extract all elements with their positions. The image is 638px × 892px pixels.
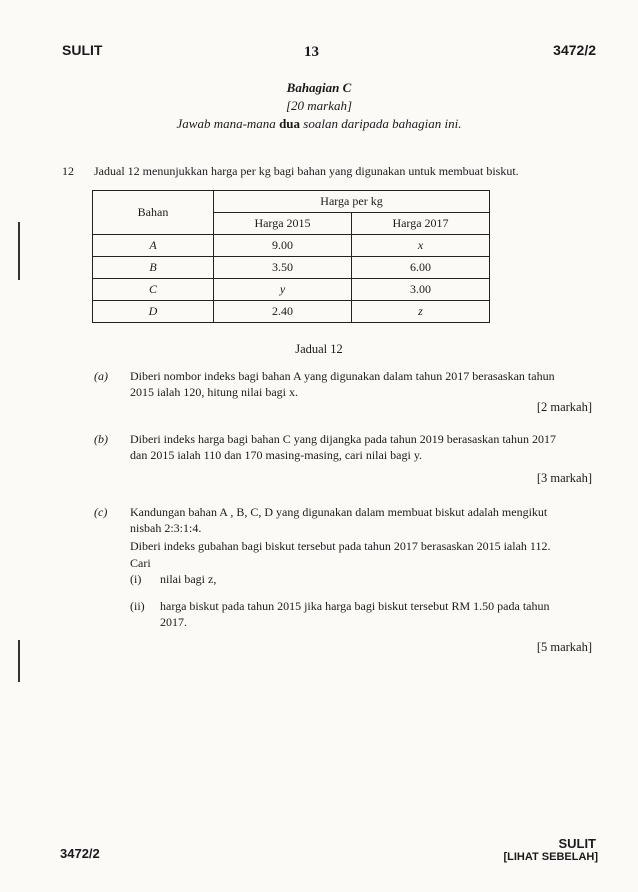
part-a-line2: 2015 ialah 120, hitung nilai bagi x.: [130, 385, 298, 399]
cell-bahan: A: [93, 235, 214, 257]
part-a-marks: [2 markah]: [536, 400, 592, 414]
table-row: [93, 301, 490, 323]
part-b-marks: [3 markah]: [536, 471, 592, 485]
part-b-line1: Diberi indeks harga bagi bahan C yang dijangka pada tahun 2019 berasaskan tahun 2017: [130, 432, 556, 446]
cell-2017: x: [352, 235, 490, 257]
part-a-line1: Diberi nombor indeks bagi bahan A yang digunakan dalam tahun 2017 berasaskan tahun: [130, 369, 555, 383]
part-c-line4: Cari: [130, 556, 151, 570]
table-row: [93, 235, 490, 257]
price-table: [92, 190, 490, 323]
th-bahan: Bahan: [93, 191, 214, 235]
cell-2017: z: [352, 301, 490, 323]
part-c-line2: nisbah 2:3:1:4.: [130, 521, 202, 535]
part-c-i-label: (i): [130, 572, 142, 586]
part-c-line1: Kandungan bahan A , B, C, D yang digunakan dalam membuat biskut adalah mengikut: [130, 505, 548, 519]
section-marks-text: [20 markah]: [285, 98, 353, 113]
part-c-ii-line2: 2017.: [160, 615, 187, 629]
header-right: 3472/2: [553, 42, 596, 58]
cell-bahan: D: [93, 301, 214, 323]
th-2017: Harga 2017: [352, 213, 490, 235]
footer-lihat-sebelah: [LIHAT SEBELAH]: [503, 851, 598, 863]
part-c-label: (c): [94, 505, 108, 519]
cell-bahan: C: [93, 279, 214, 301]
cell-2015: 2.40: [214, 301, 352, 323]
cell-2015: 3.50: [214, 257, 352, 279]
binder-mark-bottom: [18, 640, 20, 682]
th-harga: Harga per kg: [214, 191, 490, 213]
page-number: 13: [304, 44, 319, 60]
footer-sulit: SULIT: [558, 836, 596, 851]
instruction-post: soalan daripada bahagian ini.: [300, 116, 462, 131]
binder-mark-top: [18, 222, 20, 280]
cell-bahan: B: [93, 257, 214, 279]
part-c-line3: Diberi indeks gubahan bagi biskut tersebut pada tahun 2017 berasaskan 2015 ialah 112.: [130, 539, 551, 553]
cell-2017: 6.00: [352, 257, 490, 279]
part-c-i-text: nilai bagi z,: [160, 572, 217, 586]
part-b-line2: dan 2015 ialah 110 dan 170 masing-masing, cari nilai bagi y.: [130, 448, 423, 462]
part-c-ii-label: (ii): [130, 599, 145, 613]
instruction-pre: Jawab mana-mana: [176, 116, 280, 131]
table-row: [93, 279, 490, 301]
instruction-bold: dua: [279, 116, 301, 131]
question-intro: Jadual 12 menunjukkan harga per kg bagi bahan yang digunakan untuk membuat biskut.: [94, 164, 519, 178]
part-c-marks: [5 markah]: [536, 640, 592, 654]
section-marks: [0, 98, 638, 114]
part-b-label: (b): [94, 432, 108, 446]
footer-left: 3472/2: [60, 846, 100, 861]
cell-2015: 9.00: [214, 235, 352, 257]
part-c-ii-line1: harga biskut pada tahun 2015 jika harga bagi biskut tersebut RM 1.50 pada tahun: [160, 599, 550, 613]
cell-2017: 3.00: [352, 279, 490, 301]
section-instruction: [0, 116, 638, 132]
th-2015: Harga 2015: [214, 213, 352, 235]
table-caption: Jadual 12: [295, 342, 343, 356]
table-row: [93, 257, 490, 279]
question-number: 12: [62, 164, 74, 178]
part-a-label: (a): [94, 369, 108, 383]
cell-2015: y: [214, 279, 352, 301]
section-title: Bahagian C: [286, 80, 352, 95]
header-left: SULIT: [62, 42, 103, 58]
